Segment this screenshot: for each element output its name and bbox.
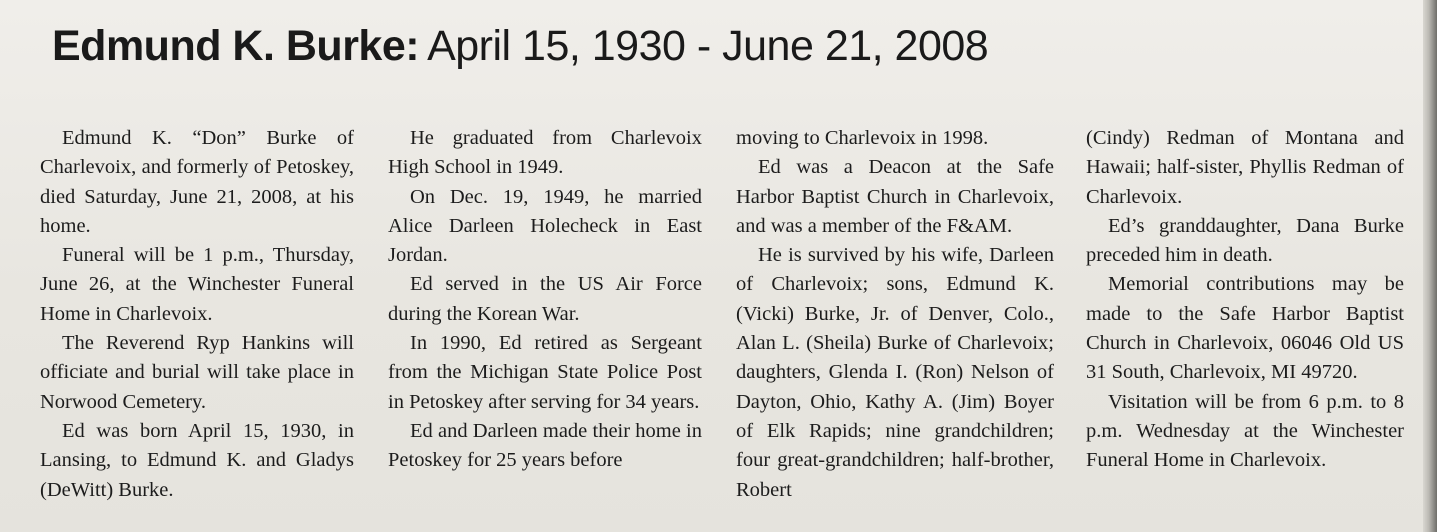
paragraph: The Reverend Ryp Hankins will officiate and burial will take place in Norwood Cemetery.: [40, 332, 354, 413]
article-column-3: [736, 124, 1054, 505]
headline-dates: April 15, 1930 - June 21, 2008: [427, 22, 989, 70]
paragraph: Visitation will be from 6 p.m. to 8 p.m. Wednesday at the Winchester Funeral Home in Charlevoix.: [1086, 390, 1404, 472]
article-column-1: [40, 124, 354, 505]
headline-name: Edmund K. Burke:: [52, 22, 420, 70]
article-column-2: [388, 124, 702, 476]
paragraph: He is survived by his wife, Darleen of Charlevoix; sons, Edmund K. (Vicki) Burke, Jr. of Denver, Colo., Alan L. (Sheila) Burke of Charlevoix; daughters, Glenda I. (Ron) Nelson of Dayton, Ohio, Kathy A. (Jim) Boyer of Elk Rapids; nine grandchildren; four great-grandchildren; half-brother, Robert: [736, 244, 1054, 501]
paragraph-continuation: moving to Charlevoix in 1998.: [736, 127, 989, 149]
paragraph: Ed was a Deacon at the Safe Harbor Baptist Church in Charlevoix, and was a member of the F&AM.: [736, 156, 1054, 237]
page-edge-shadow: [1423, 0, 1437, 532]
paragraph: On Dec. 19, 1949, he married Alice Darleen Holecheck in East Jordan.: [388, 185, 702, 267]
paragraph: Funeral will be 1 p.m., Thursday, June 26, at the Winchester Funeral Home in Charlevoix.: [40, 244, 354, 325]
paragraph: Ed was born April 15, 1930, in Lansing, to Edmund K. and Gladys (DeWitt) Burke.: [40, 419, 354, 501]
paragraph: He graduated from Charlevoix High School in 1949.: [388, 127, 702, 179]
paragraph: Ed and Darleen made their home in Petoskey for 25 years before: [388, 419, 702, 472]
paragraph: Memorial contributions may be made to the Safe Harbor Baptist Church in Charlevoix, 06046 Old US 31 South, Charlevoix, MI 49720.: [1086, 273, 1404, 384]
paragraph-continuation: (Cindy) Redman of Montana and Hawaii; half-sister, Phyllis Redman of Charlevoix.: [1086, 127, 1404, 208]
paragraph: Ed served in the US Air Force during the Korean War.: [388, 273, 702, 325]
obituary-headline: [52, 18, 988, 74]
paragraph: In 1990, Ed retired as Sergeant from the Michigan State Police Post in Petoskey after serving for 34 years.: [388, 332, 702, 413]
article-column-4: [1086, 124, 1404, 476]
paragraph: Edmund K. “Don” Burke of Charlevoix, and formerly of Petoskey, died Saturday, June 21, 2008, at his home.: [40, 127, 354, 237]
paragraph: Ed’s granddaughter, Dana Burke preceded him in death.: [1086, 214, 1404, 267]
